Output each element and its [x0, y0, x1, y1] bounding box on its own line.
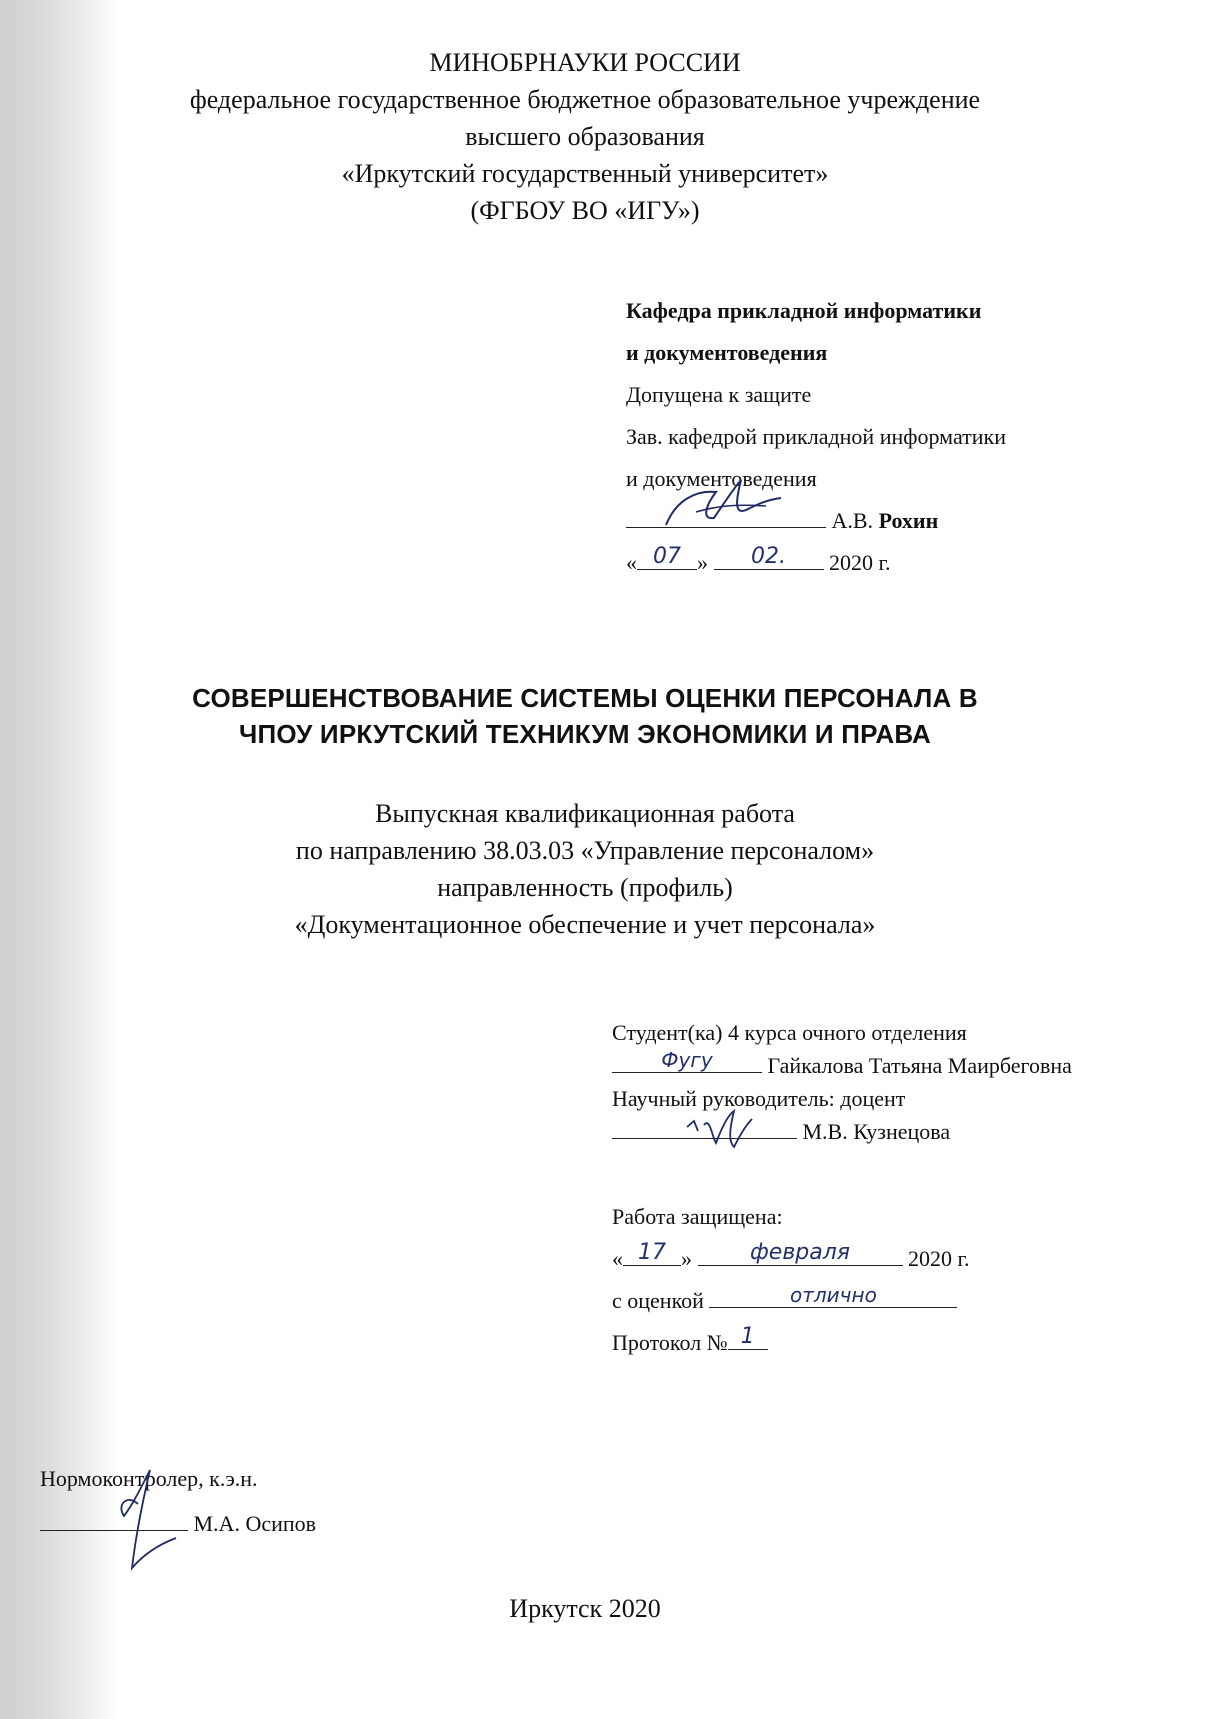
defense-label: Работа защищена:: [612, 1204, 783, 1229]
normcontrol-label: Нормоконтролер, к.э.н.: [40, 1466, 258, 1491]
normcontrol-signature-line: [40, 1504, 316, 1544]
work-type: Выпускная квалификационная работа: [375, 799, 795, 828]
work-profile-label: направленность (профиль): [437, 873, 733, 902]
university-name: «Иркутский государственный университет»: [341, 159, 829, 188]
work-profile: «Документационное обеспечение и учет персонала»: [294, 910, 876, 939]
student-signature-field: [612, 1050, 762, 1073]
institution-header: [0, 44, 1170, 229]
head-signature-icon: [656, 470, 796, 540]
university-abbr: (ФГБОУ ВО «ИГУ»): [470, 196, 700, 225]
head-of-department-line-1: Зав. кафедрой прикладной информатики: [626, 424, 1006, 449]
thesis-title-line-2: ЧПОУ ИРКУТСКИЙ ТЕХНИКУМ ЭКОНОМИКИ И ПРАВА: [239, 719, 931, 749]
head-signature-line: [626, 500, 1006, 542]
approval-year: 2020 г.: [829, 550, 891, 575]
approval-day: 07: [653, 544, 681, 569]
department-line-1: Кафедра прикладной информатики: [626, 298, 982, 323]
head-of-department-line-2: и документоведения: [626, 466, 817, 491]
approval-month-field: [714, 544, 824, 570]
education-level: высшего образования: [465, 122, 705, 151]
defense-day-field: [623, 1240, 681, 1266]
protocol-field: [728, 1324, 768, 1350]
defense-year: 2020 г.: [908, 1246, 970, 1271]
normcontrol-block: [40, 1454, 316, 1544]
ministry-name: МИНОБРНАУКИ РОССИИ: [429, 48, 741, 77]
advisor-label: Научный руководитель: доцент: [612, 1086, 906, 1111]
student-signature-line: [612, 1049, 1072, 1082]
work-description: [0, 795, 1170, 943]
approval-day-field: [637, 544, 697, 570]
defense-quote-close: »: [681, 1246, 692, 1271]
defense-month: февраля: [749, 1240, 851, 1265]
normcontrol-name: М.А. Осипов: [193, 1511, 317, 1536]
advisor-signature-line: [612, 1115, 1072, 1148]
institution-type: федеральное государственное бюджетное образовательное учреждение: [189, 85, 981, 114]
admitted-to-defense: Допущена к защите: [626, 382, 812, 407]
approval-block: [626, 290, 1006, 584]
head-surname: Рохин: [878, 508, 939, 533]
approval-quote-open: «: [626, 550, 637, 575]
grade-field: [709, 1285, 957, 1308]
protocol-number: 1: [740, 1324, 755, 1349]
student-label: Студент(ка) 4 курса очного отделения: [612, 1020, 967, 1045]
thesis-title-line-1: СОВЕРШЕНСТВОВАНИЕ СИСТЕМЫ ОЦЕНКИ ПЕРСОНАЛА В: [192, 683, 978, 713]
thesis-title: [0, 680, 1170, 752]
student-block: [612, 1016, 1072, 1148]
approval-month: 02.: [751, 544, 786, 569]
protocol-label: Протокол №: [612, 1330, 728, 1355]
grade-value: отлично: [790, 1283, 877, 1307]
student-signature: Фугу: [661, 1048, 713, 1072]
head-initials: А.В.: [831, 508, 874, 533]
approval-date-line: [626, 542, 1006, 584]
advisor-name: М.В. Кузнецова: [802, 1119, 951, 1144]
normcontrol-signature-icon: [90, 1464, 190, 1584]
defense-quote-open: «: [612, 1246, 623, 1271]
city-year: Иркутск 2020: [509, 1594, 661, 1623]
protocol-line: [612, 1322, 970, 1364]
defense-date-line: [612, 1238, 970, 1280]
approval-quote-close: »: [697, 550, 708, 575]
department-line-2: и документоведения: [626, 340, 828, 365]
defense-block: [612, 1196, 970, 1364]
work-direction: по направлению 38.03.03 «Управление персоналом»: [295, 836, 875, 865]
student-name: Гайкалова Татьяна Маирбеговна: [767, 1053, 1072, 1078]
defense-day: 17: [638, 1240, 666, 1265]
grade-label: с оценкой: [612, 1288, 704, 1313]
advisor-signature-icon: [682, 1107, 802, 1157]
grade-line: [612, 1280, 970, 1322]
defense-month-field: [698, 1240, 903, 1266]
